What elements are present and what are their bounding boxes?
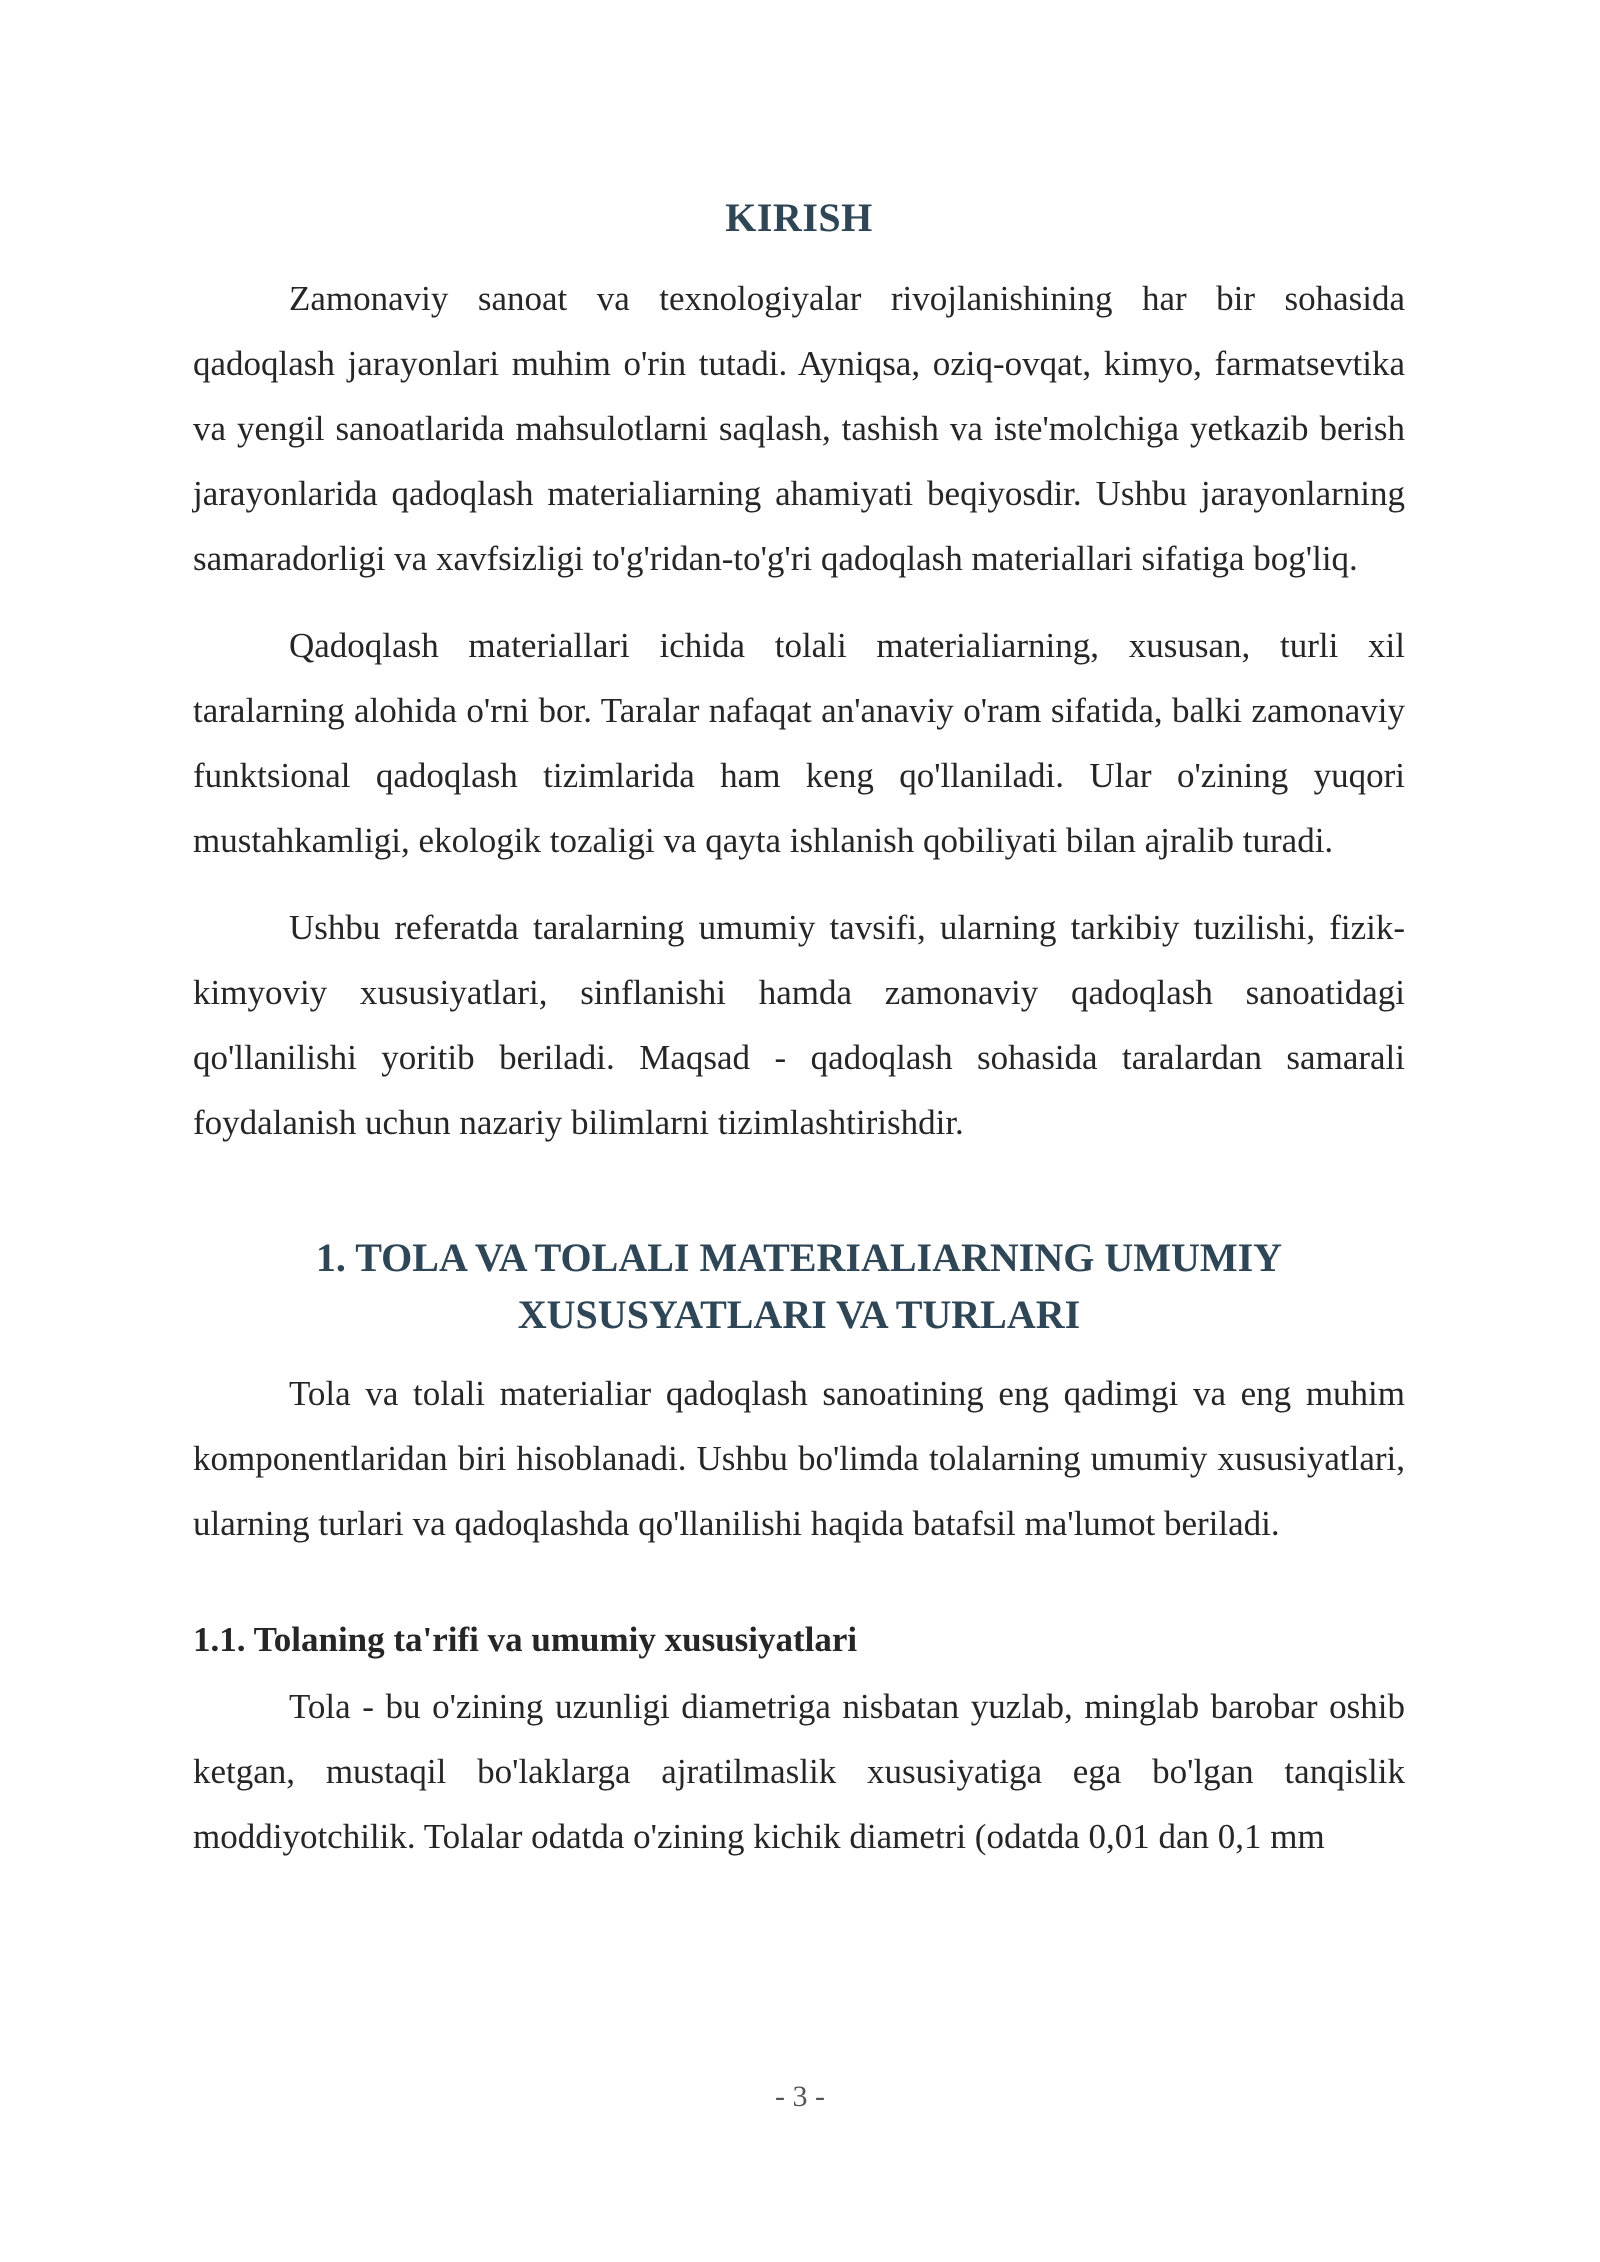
section-1-title-line-2: XUSUSYATLARI VA TURLARI bbox=[517, 1292, 1081, 1337]
page-title: KIRISH bbox=[725, 195, 873, 240]
intro-paragraph-1: Zamonaviy sanoat va texnologiyalar rivojlanishining har bir sohasida qadoqlash jarayonlari muhim o'rin tutadi. Ayniqsa, oziq-ovqat, kimyo, farmatsevtika va yengil sanoatlarida mahsulotlarni saqlash, tashish va iste'molchiga yetkazib berish jarayonlarida qadoqlash materialiarning ahamiyati beqiyosdir. Ushbu jarayonlarning samaradorligi va xavfsizligi to'g'ridan-to'g'ri qadoqlash materiallari sifatiga bog'liq. bbox=[193, 279, 1405, 578]
page-number: - 3 - bbox=[775, 2080, 825, 2113]
intro-paragraph-3: Ushbu referatda taralarning umumiy tavsifi, ularning tarkibiy tuzilishi, fizik-kimyoviy xususiyatlari, sinflanishi hamda zamonaviy qadoqlash sanoatidagi qo'llanilishi yoritib beriladi. Maqsad - qadoqlash sohasida taralardan samarali foydalanish uchun nazariy bilimlarni tizimlashtirishdir. bbox=[193, 908, 1405, 1142]
section-1-paragraph: Tola va tolali materialiar qadoqlash sanoatining eng qadimgi va eng muhim komponentlaridan biri hisoblanadi. Ushbu bo'limda tolalarning umumiy xususiyatlari, ularning turlari va qadoqlashda qo'llanilishi haqida batafsil ma'lumot beriladi. bbox=[193, 1374, 1405, 1543]
section-1-title-line-1: 1. TOLA VA TOLALI MATERIALIARNING UMUMIY bbox=[315, 1235, 1283, 1280]
document-page bbox=[193, 190, 1405, 1891]
subsection-1-1-title: 1.1. Tolaning ta'rifi va umumiy xususiyatlari bbox=[193, 1620, 858, 1659]
intro-paragraph-2: Qadoqlash materiallari ichida tolali materialiarning, xususan, turli xil taralarning alohida o'rni bor. Taralar nafaqat an'anaviy o'ram sifatida, balki zamonaviy funktsional qadoqlash tizimlarida ham keng qo'llaniladi. Ular o'zining yuqori mustahkamligi, ekologik tozaligi va qayta ishlanish qobiliyati bilan ajralib turadi. bbox=[193, 626, 1405, 860]
subsection-1-1-paragraph: Tola - bu o'zining uzunligi diametriga nisbatan yuzlab, minglab barobar oshib ketgan, mustaqil bo'laklarga ajratilmaslik xususiyatiga ega bo'lgan tanqislik moddiyotchilik. Tolalar odatda o'zining kichik diametri (odatda 0,01 dan 0,1 mm bbox=[193, 1687, 1405, 1856]
section-1-title bbox=[193, 1229, 1405, 1343]
